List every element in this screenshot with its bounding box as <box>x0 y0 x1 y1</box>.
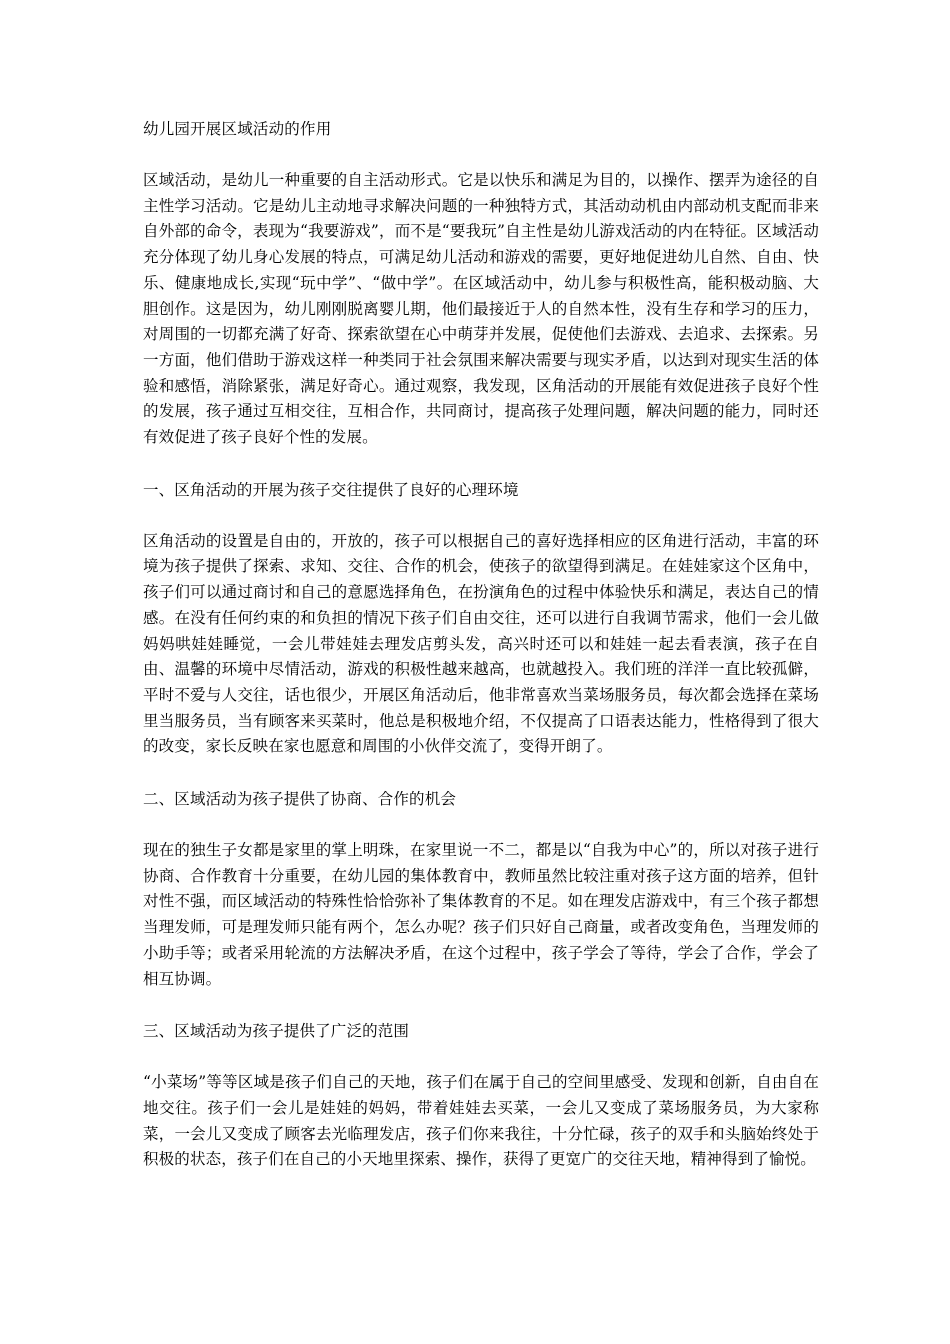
section-1-heading: 一、区角活动的开展为孩子交往提供了良好的心理环境 <box>143 480 519 499</box>
section-2-paragraph: 现在的独生子女都是家里的掌上明珠，在家里说一不二，都是以“自我为中心”的，所以对孩子进行协商、合作教育十分重要，在幼儿园的集体教育中，教师虽然比较注重对孩子这方面的培养，但针对性不强，而区域活动的特殊性恰恰弥补了集体教育的不足。如在理发店游戏中，有三个孩子都想当理发师，可是理发师只能有两个，怎么办呢？孩子们只好自己商量，或者改变角色，当理发师的小助手等；或者采用轮流的方法解决矛盾，在这个过程中，孩子学会了等待，学会了合作，学会了相互协调。 <box>143 841 819 988</box>
section-3-paragraph: “小菜场”等等区域是孩子们自己的天地，孩子们在属于自己的空间里感受、发现和创新，自由自在地交往。孩子们一会儿是娃娃的妈妈，带着娃娃去买菜，一会儿又变成了菜场服务员，为大家称菜，一会儿又变成了顾客去光临理发店，孩子们你来我往，十分忙碌，孩子的双手和头脑始终处于积极的状态，孩子们在自己的小天地里探索、操作，获得了更宽广的交往天地，精神得到了愉悦。 <box>143 1073 819 1169</box>
section-3-heading: 三、区域活动为孩子提供了广泛的范围 <box>143 1022 410 1041</box>
intro-paragraph: 区域活动，是幼儿一种重要的自主活动形式。它是以快乐和满足为目的，以操作、摆弄为途径的自主性学习活动。它是幼儿主动地寻求解决问题的一种独特方式，其活动动机由内部动机支配而非来自外部的命令，表现为“我要游戏”，而不是“要我玩”自主性是幼儿游戏活动的内在特征。区域活动充分体现了幼儿身心发展的特点，可满足幼儿活动和游戏的需要，更好地促进幼儿自然、自由、快乐、健康地成长,实现“玩中学”、“做中学”。在区域活动中，幼儿参与积极性高，能积极动脑、大胆创作。这是因为，幼儿刚刚脱离婴儿期，他们最接近于人的自然本性，没有生存和学习的压力，对周围的一切都充满了好奇、探索欲望在心中萌芽并发展，促使他们去游戏、去追求、去探索。另一方面，他们借助于游戏这样一种类同于社会氛围来解决需要与现实矛盾，以达到对现实生活的体验和感悟，消除紧张，满足好奇心。通过观察，我发现，区角活动的开展能有效促进孩子良好个性的发展，孩子通过互相交往，互相合作，共同商讨，提高孩子处理问题，解决问题的能力，同时还有效促进了孩子良好个性的发展。 <box>143 171 819 447</box>
document-title: 幼儿园开展区域活动的作用 <box>143 120 332 138</box>
section-1-paragraph: 区角活动的设置是自由的，开放的，孩子可以根据自己的喜好选择相应的区角进行活动，丰富的环境为孩子提供了探索、求知、交往、合作的机会，使孩子的欲望得到满足。在娃娃家这个区角中，孩子们可以通过商讨和自己的意愿选择角色，在扮演角色的过程中体验快乐和满足，表达自己的情感。在没有任何约束的和负担的情况下孩子们自由交往，还可以进行自我调节需求，他们一会儿做妈妈哄娃娃睡觉，一会儿带娃娃去理发店剪头发，高兴时还可以和娃娃一起去看表演，孩子在自由、温馨的环境中尽情活动，游戏的积极性越来越高，也就越投入。我们班的洋洋一直比较孤僻，平时不爱与人交往，话也很少，开展区角活动后，他非常喜欢当菜场服务员，每次都会选择在菜场里当服务员，当有顾客来买菜时，他总是积极地介绍，不仅提高了口语表达能力，性格得到了很大的改变，家长反映在家也愿意和周围的小伙伴交流了，变得开朗了。 <box>143 531 819 756</box>
section-2-heading: 二、区域活动为孩子提供了协商、合作的机会 <box>143 790 457 809</box>
document-page <box>143 117 819 1200</box>
